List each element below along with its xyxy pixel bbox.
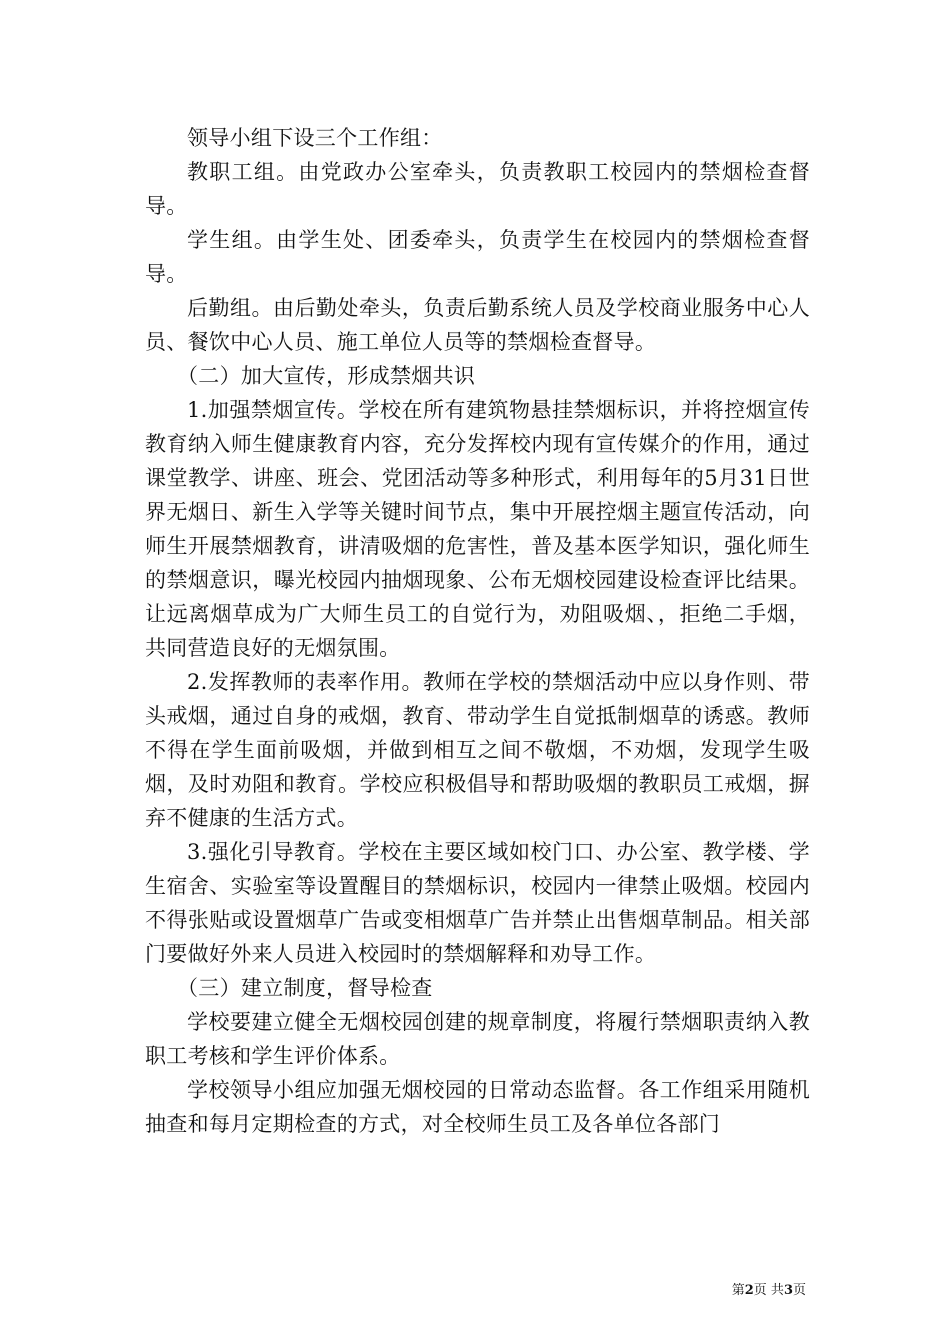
paragraph-supervision: 学校领导小组应加强无烟校园的日常动态监督。各工作组采用随机抽查和每月定期检查的方式，对全校师生员工及各单位各部门 (145, 1078, 810, 1136)
footer-current-page: 2 (744, 1283, 754, 1298)
section-heading-system: （三）建立制度，督导检查 (177, 976, 433, 1000)
paragraph-rules: 学校要建立健全无烟校园创建的规章制度，将履行禁烟职责纳入教职工考核和学生评价体系。 (145, 1010, 810, 1068)
paragraph-working-groups-intro: 领导小组下设三个工作组： (187, 126, 443, 150)
page-number-footer (0, 1283, 806, 1299)
paragraph-guidance-3: 3.强化引导教育。学校在主要区域如校门口、办公室、教学楼、学生宿舍、实验室等设置醒目的禁烟标识，校园内一律禁止吸烟。校园内不得张贴或设置烟草广告或变相烟草广告并禁止出售烟草制品。相关部门要做好外来人员进入校园时的禁烟解释和劝导工作。 (145, 840, 810, 966)
footer-middle: 页 共 (753, 1283, 784, 1298)
footer-total-pages: 3 (783, 1283, 793, 1298)
paragraph-staff-group: 教职工组。由党政办公室牵头，负责教职工校园内的禁烟检查督导。 (145, 160, 810, 218)
document-body (145, 121, 810, 1141)
footer-suffix: 页 (792, 1283, 806, 1298)
section-heading-publicity: （二）加大宣传，形成禁烟共识 (177, 364, 476, 388)
footer-prefix: 第 (731, 1283, 745, 1298)
paragraph-publicity-1: 1.加强禁烟宣传。学校在所有建筑物悬挂禁烟标识，并将控烟宣传教育纳入师生健康教育内容，充分发挥校内现有宣传媒介的作用，通过课堂教学、讲座、班会、党团活动等多种形式，利用每年的5月31日世界无烟日、新生入学等关键时间节点，集中开展控烟主题宣传活动，向师生开展禁烟教育，讲清吸烟的危害性，普及基本医学知识，强化师生的禁烟意识，曝光校园内抽烟现象、公布无烟校园建设检查评比结果。让远离烟草成为广大师生员工的自觉行为，劝阻吸烟、，拒绝二手烟，共同营造良好的无烟氛围。 (145, 398, 810, 660)
paragraph-logistics-group: 后勤组。由后勤处牵头，负责后勤系统人员及学校商业服务中心人员、餐饮中心人员、施工单位人员等的禁烟检查督导。 (145, 296, 810, 354)
paragraph-teacher-role-2: 2.发挥教师的表率作用。教师在学校的禁烟活动中应以身作则、带头戒烟，通过自身的戒烟，教育、带动学生自觉抵制烟草的诱惑。教师不得在学生面前吸烟，并做到相互之间不敬烟，不劝烟，发现学生吸烟，及时劝阻和教育。学校应积极倡导和帮助吸烟的教职员工戒烟，摒弃不健康的生活方式。 (145, 670, 810, 830)
paragraph-student-group: 学生组。由学生处、团委牵头，负责学生在校园内的禁烟检查督导。 (145, 228, 810, 286)
